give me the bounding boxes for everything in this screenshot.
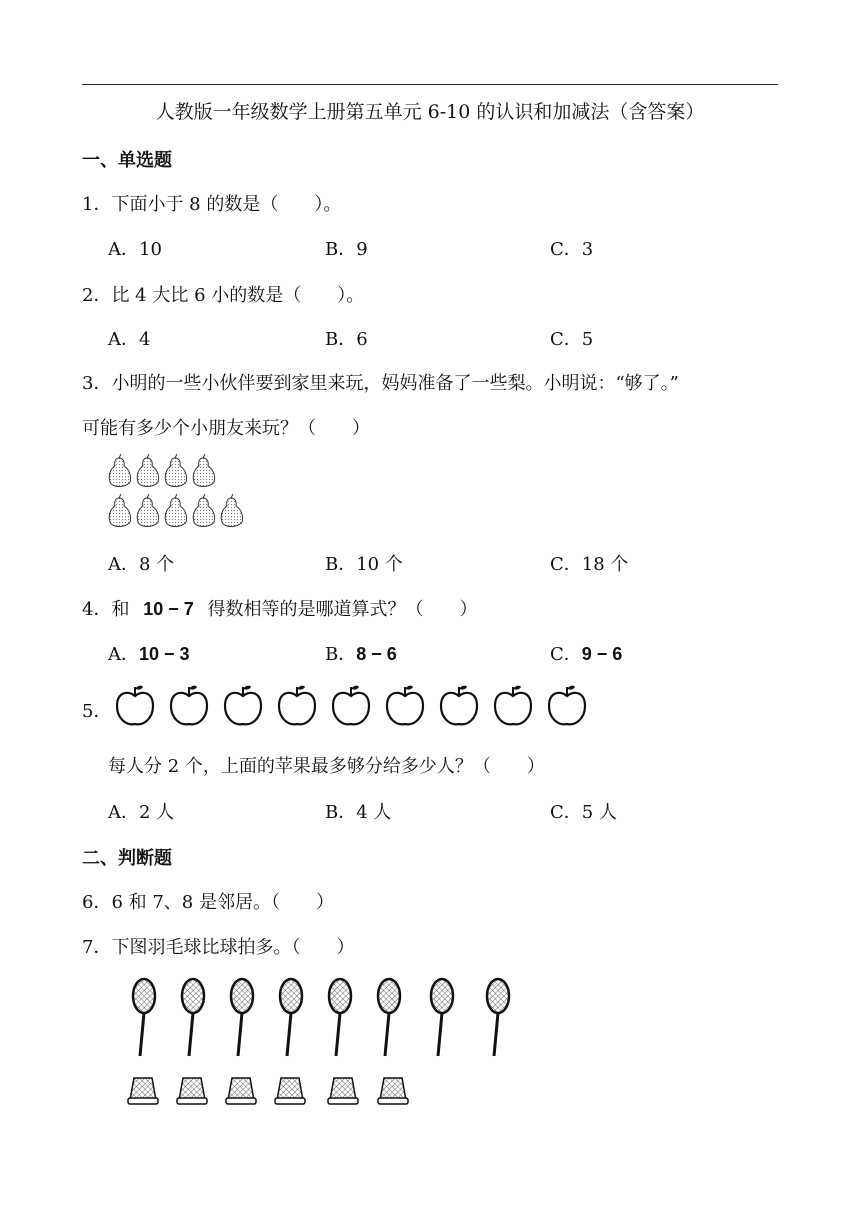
q5-option-a[interactable]: A．2 人: [108, 802, 175, 823]
q4-option-a-label: A．: [108, 644, 139, 665]
q3-option-b[interactable]: B．10 个: [325, 554, 403, 575]
question-3-line1: 3．小明的一些小伙伴要到家里来玩，妈妈准备了一些梨。小明说：“够了。”: [82, 373, 679, 394]
section-heading-single-choice: 一、单选题: [82, 150, 172, 171]
pears-illustration: [104, 452, 254, 532]
question-6-text: 6．6 和 7、8 是邻居。（ ）: [82, 892, 334, 913]
question-1-text: 1．下面小于 8 的数是（ ）。: [82, 194, 342, 215]
q4-expression: 10 − 7: [143, 599, 194, 619]
q4-option-c[interactable]: [550, 640, 622, 666]
q4-option-a[interactable]: [108, 640, 190, 666]
question-5-text: 每人分 2 个，上面的苹果最多够分给多少人？（ ）: [108, 756, 545, 777]
q5-option-c[interactable]: C．5 人: [550, 802, 617, 823]
q2-option-c[interactable]: C．5: [550, 329, 594, 350]
q1-option-a[interactable]: A．10: [108, 239, 162, 260]
q3-option-a[interactable]: A．8 个: [108, 554, 175, 575]
question-5-number: 5．: [82, 701, 112, 722]
q4-option-b-expr: 8 − 6: [356, 644, 397, 664]
q4-option-a-expr: 10 − 3: [139, 644, 190, 664]
q2-option-b[interactable]: B．6: [325, 329, 368, 350]
apples-illustration: [114, 680, 594, 730]
q4-option-b[interactable]: [325, 640, 397, 666]
q3-option-c[interactable]: C．18 个: [550, 554, 629, 575]
q4-option-b-label: B．: [325, 644, 357, 665]
q1-option-b[interactable]: B．9: [325, 239, 368, 260]
question-7-text: 7．下图羽毛球比球拍多。（ ）: [82, 937, 355, 958]
q1-option-c[interactable]: C．3: [550, 239, 594, 260]
q4-suffix: 得数相等的是哪道算式？（ ）: [207, 599, 478, 620]
q4-option-c-label: C．: [550, 644, 582, 665]
q4-prefix: 4．和: [82, 599, 130, 620]
question-3-line2: 可能有多少个小朋友来玩？（ ）: [82, 418, 370, 439]
header-rule: [82, 84, 778, 85]
question-4-text: [82, 595, 477, 621]
document-title: 人教版一年级数学上册第五单元 6-10 的认识和加减法（含答案）: [155, 101, 705, 123]
q2-option-a[interactable]: A．4: [108, 329, 151, 350]
section-heading-true-false: 二、判断题: [82, 848, 172, 869]
question-2-text: 2．比 4 大比 6 小的数是（ ）。: [82, 285, 365, 306]
rackets-shuttlecocks-illustration: [124, 972, 524, 1112]
q4-option-c-expr: 9 − 6: [581, 644, 623, 664]
q5-option-b[interactable]: B．4 人: [325, 802, 392, 823]
